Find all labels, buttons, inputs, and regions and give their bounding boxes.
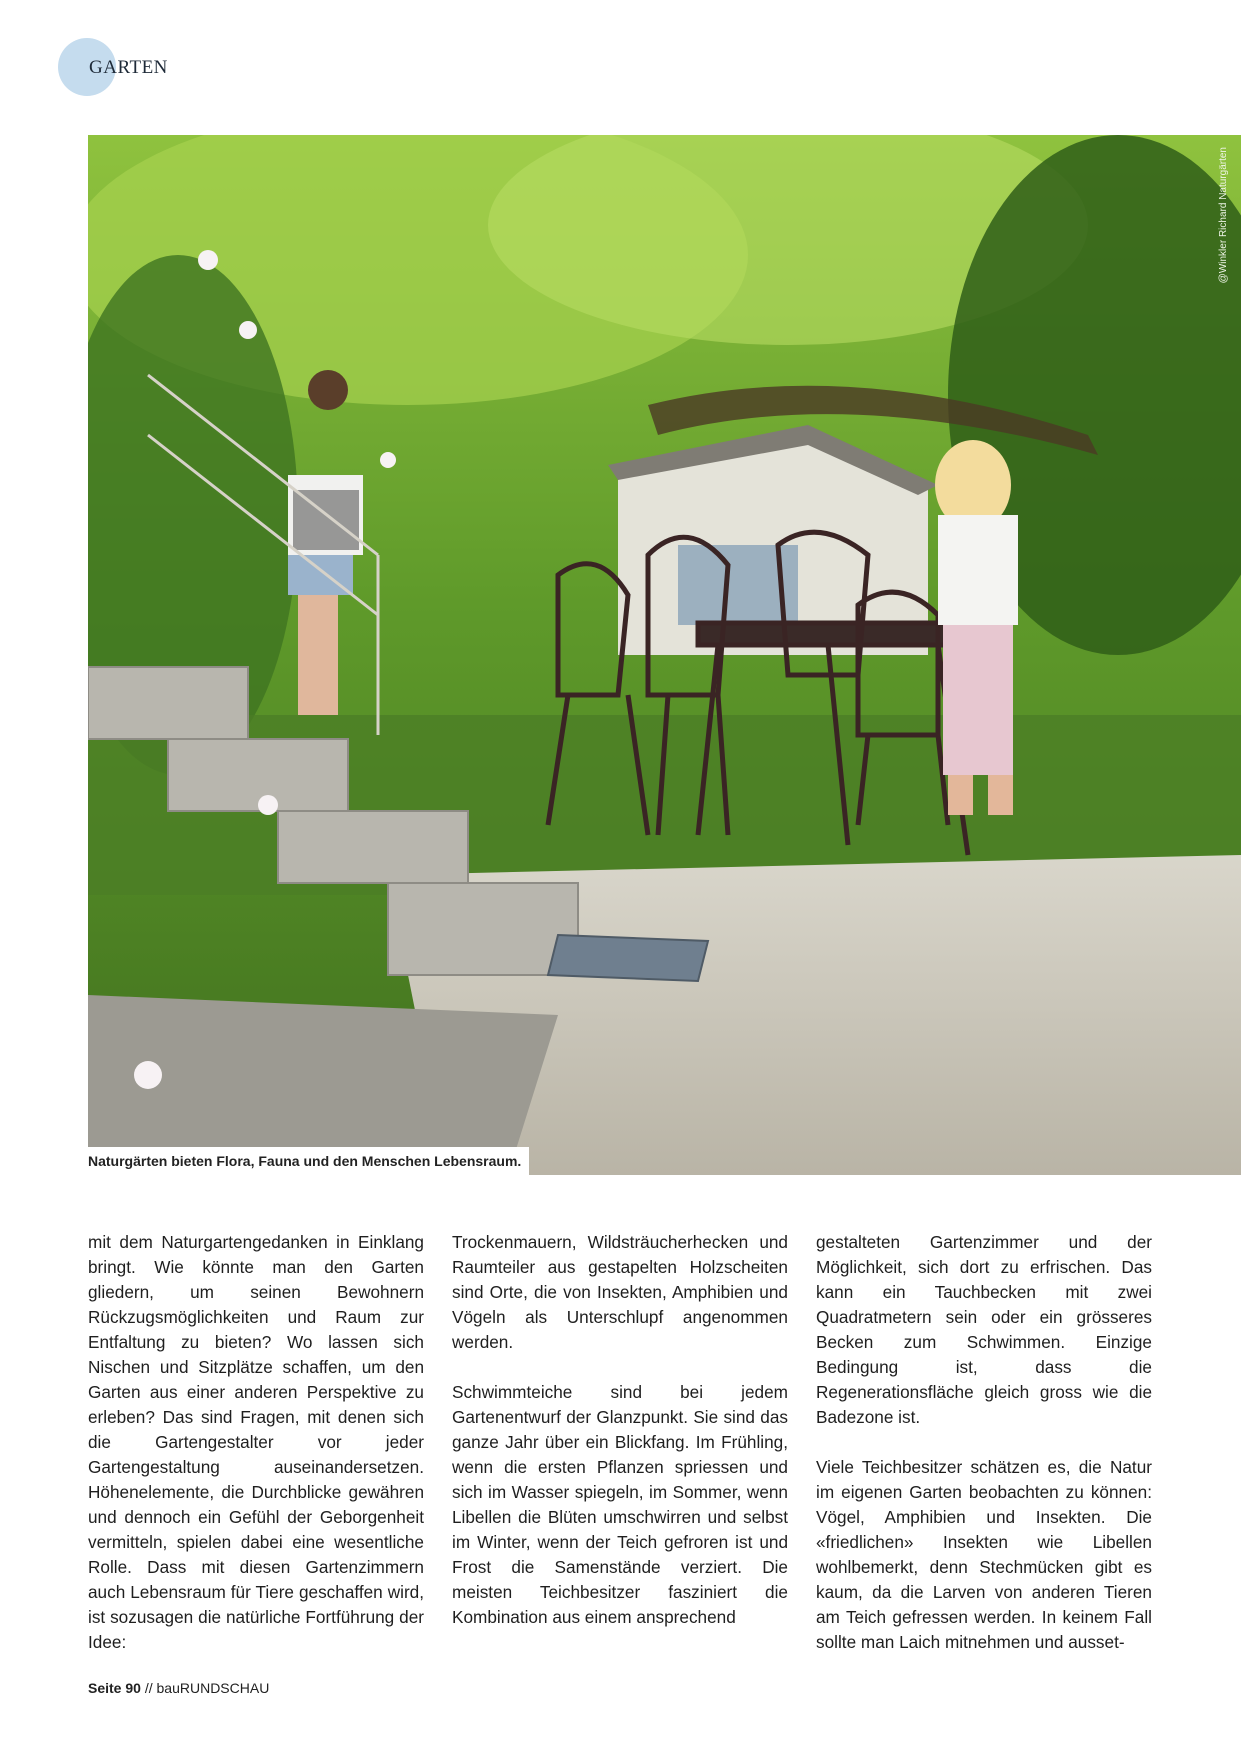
paragraph: mit dem Naturgartengedanken in Einklang bringt. Wie könnte man den Garten gliedern, um seinen Bewohnern Rückzugsmöglichkeiten und Raum zur Entfaltung zu bieten? Wo lassen sich Nischen und Sitzplätze schaffen, um den Garten aus einer anderen Perspektive zu erleben? Das sind Fragen, mit denen sich die Gartengestalter vor jeder Gartengestaltung auseinandersetzen. Höhenelemente, die Durchblicke gewähren und dennoch ein Gefühl der Geborgenheit vermitteln, spielen dabei eine wesentliche Rolle. Dass mit diesen Gartenzimmern auch Lebensraum für Tiere geschaffen wird, ist sozusagen die natürliche Fortführung der Idee:	[88, 1232, 424, 1652]
paragraph: Viele Teichbesitzer schätzen es, die Natur im eigenen Garten beobachten zu können: Vögel, Amphibien und Insekten. Die «friedlichen» Insekten wie Libellen wohlbemerkt, denn Stechmücken gibt es kaum, da die Larven von anderen Tieren am Teich gefressen werden. In keinem Fall sollte man Laich mitnehmen und ausset-	[816, 1457, 1152, 1652]
magazine-name: bauRUNDSCHAU	[156, 1680, 270, 1696]
page-footer	[88, 1680, 269, 1696]
text-column-1	[88, 1230, 424, 1655]
text-column-3	[816, 1230, 1152, 1655]
section-label: GARTEN	[89, 57, 168, 78]
paragraph: Trockenmauern, Wildsträucherhecken und Raumteiler aus gestapelten Holzscheiten sind Orte, die von Insekten, Amphibien und Vögeln als Unterschlupf angenommen werden.	[452, 1232, 788, 1352]
garden-photo-illustration	[88, 135, 1241, 1175]
paragraph: gestalteten Gartenzimmer und der Möglichkeit, sich dort zu erfrischen. Das kann ein Tauchbecken mit zwei Quadratmetern sein oder ein grösseres Becken zum Schwimmen. Einzige Bedingung ist, dass die Regenerationsfläche gleich gross wie die Badezone ist.	[816, 1232, 1152, 1427]
text-column-2	[452, 1230, 788, 1630]
garden-photo	[88, 135, 1241, 1175]
paragraph: Schwimmteiche sind bei jedem Gartenentwurf der Glanzpunkt. Sie sind das ganze Jahr über ein Blickfang. Im Frühling, wenn die ersten Pflanzen spriessen und sich im Wasser spiegeln, im Sommer, wenn Libellen die Blüten umschwirren und selbst im Winter, wenn der Teich gefroren ist und Frost die Samenstände verziert. Die meisten Teichbesitzer fasziniert die Kombination aus einem ansprechend	[452, 1382, 788, 1627]
footer-separator: //	[144, 1680, 153, 1696]
page-number: Seite 90	[88, 1680, 141, 1696]
photo-caption: Naturgärten bieten Flora, Fauna und den Menschen Lebensraum.	[88, 1147, 529, 1175]
photo-credit: @Winkler Richard Naturgärten	[1218, 147, 1229, 284]
